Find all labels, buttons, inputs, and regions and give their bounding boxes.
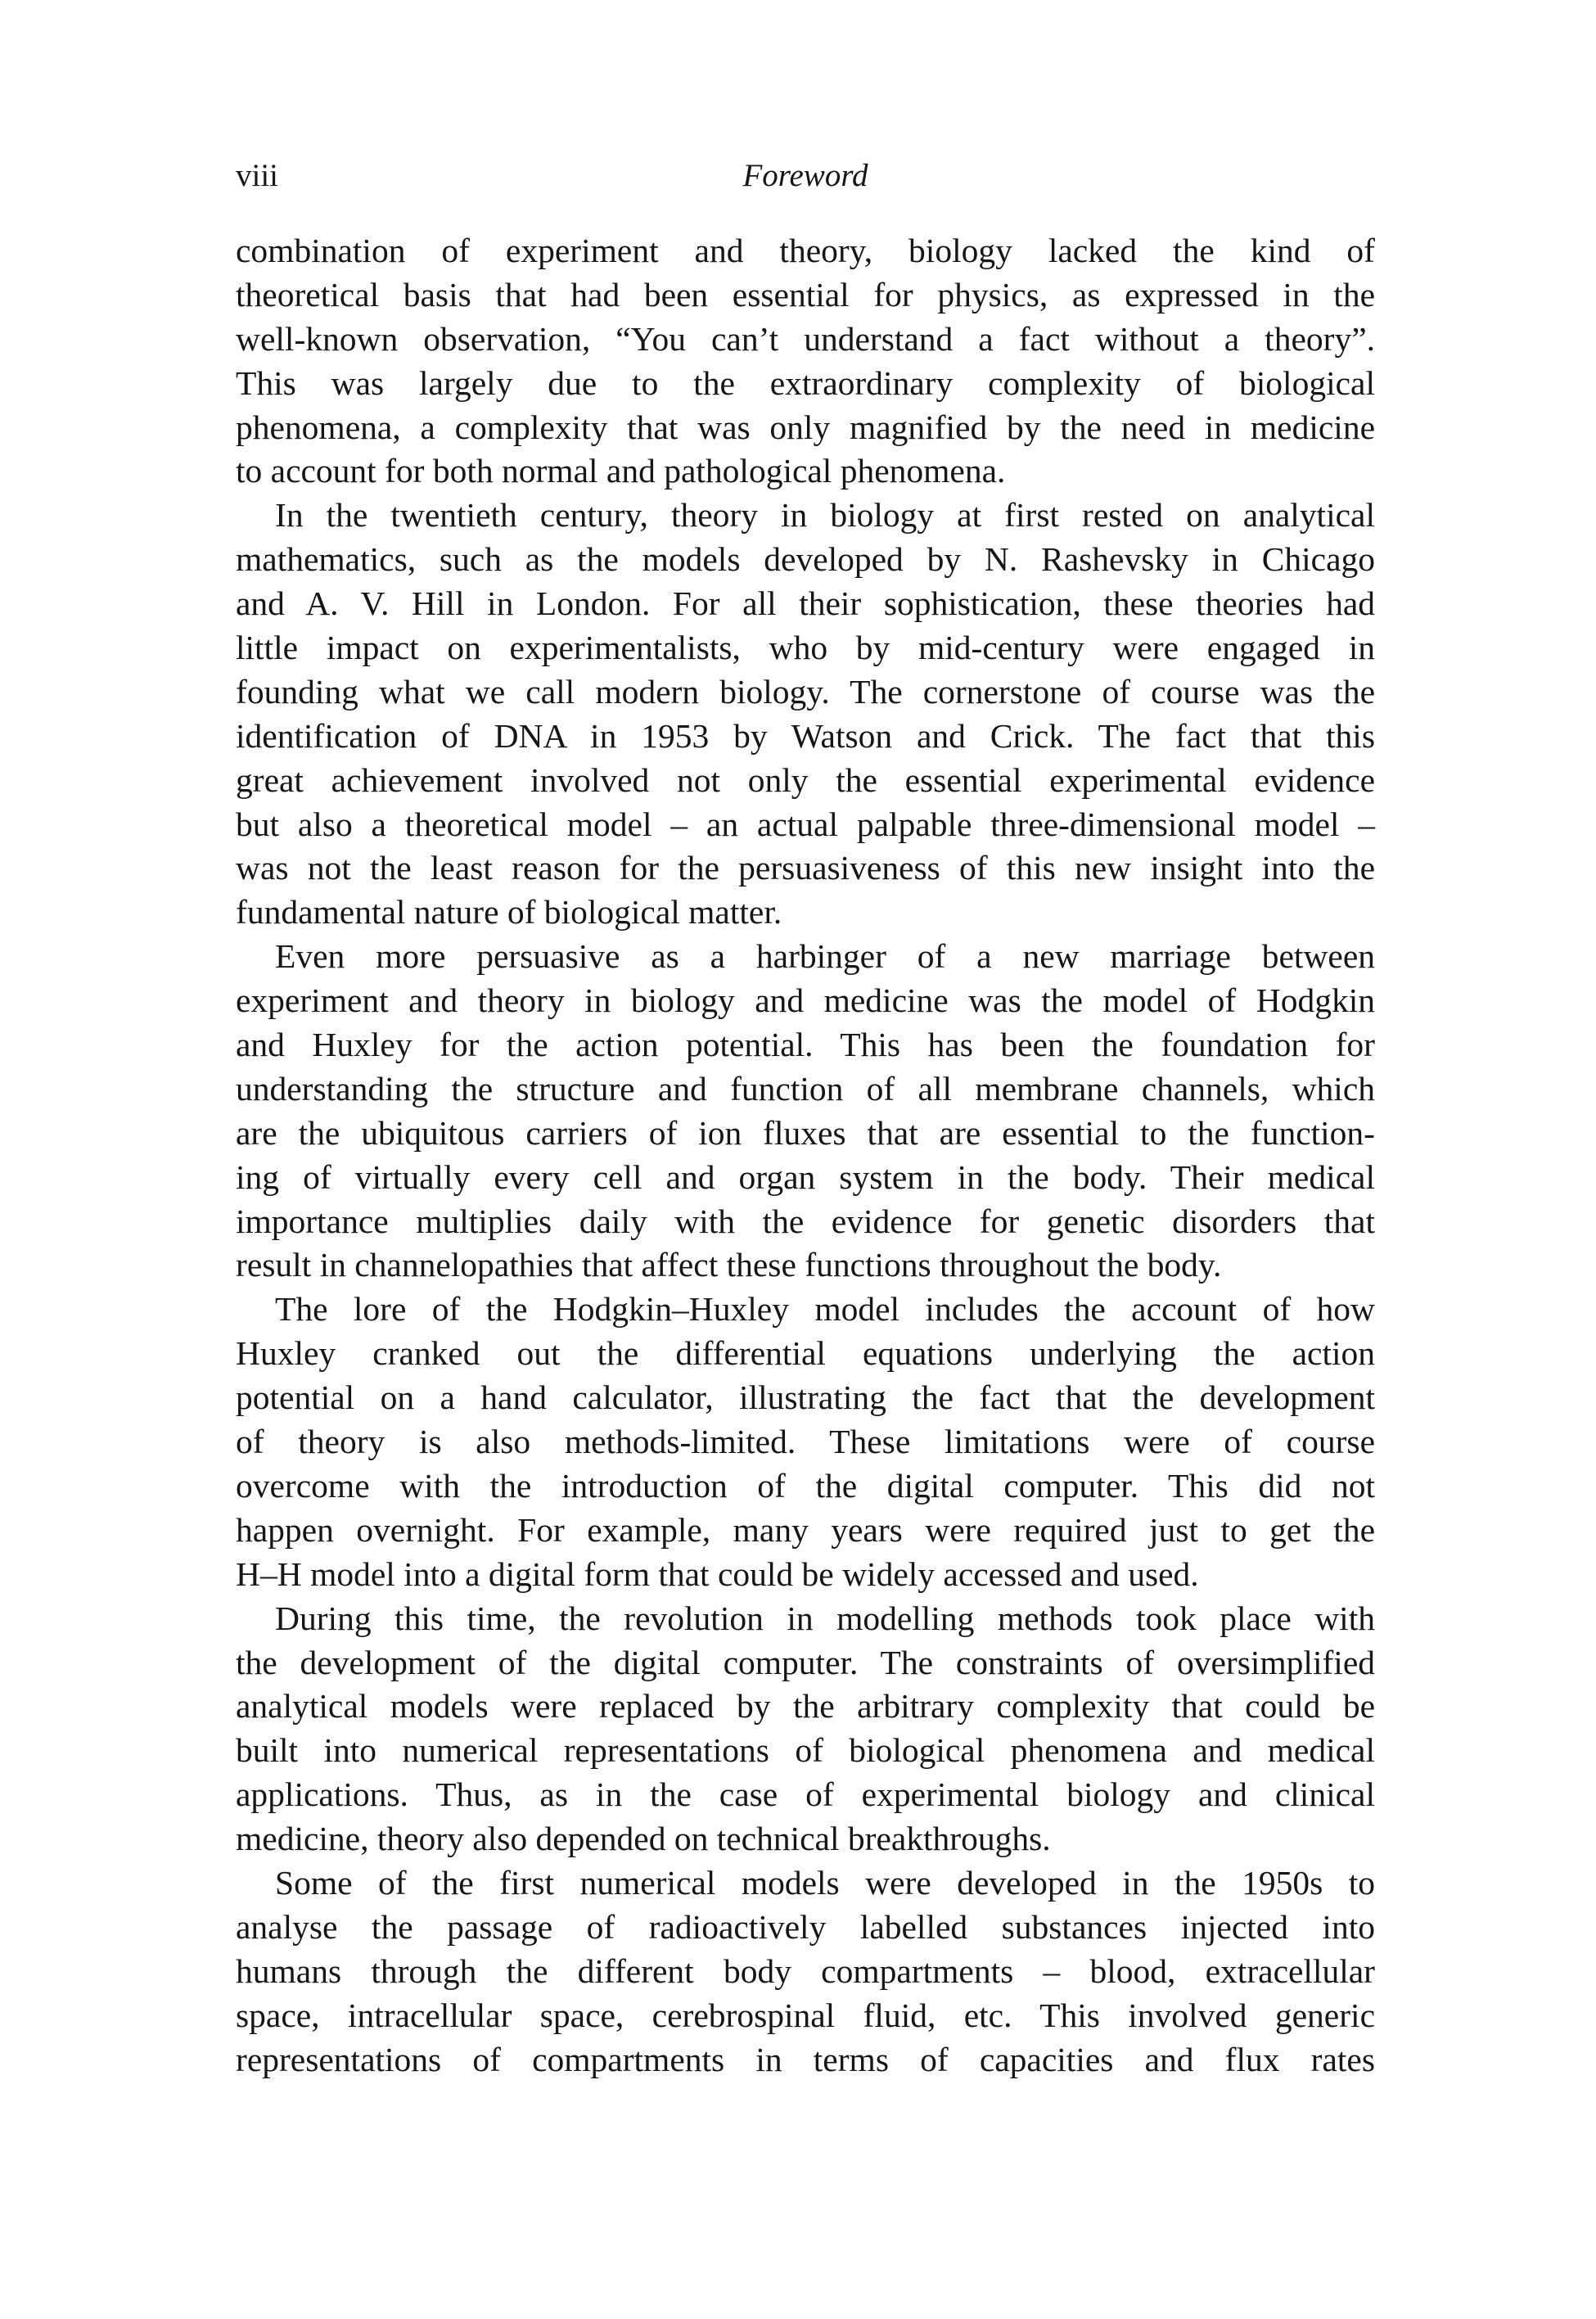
text-line: theoretical basis that had been essential for physics, as expressed in the [236, 275, 1375, 314]
text-line: happen overnight. For example, many years were required just to get the [236, 1510, 1375, 1549]
paragraph [236, 494, 1375, 935]
text-line: combination of experiment and theory, biology lacked the kind of [236, 232, 1375, 269]
paragraph [236, 1597, 1375, 1861]
text-line: are the ubiquitous carriers of ion fluxes that are essential to the function- [236, 1113, 1375, 1152]
text-line: little impact on experimentalists, who by mid-century were engaged in [236, 629, 1375, 667]
paragraph [236, 229, 1375, 494]
text-line: H–H model into a digital form that could be widely accessed and used. [236, 1554, 1199, 1593]
text-line: phenomena, a complexity that was only magnified by the need in medicine [236, 408, 1375, 446]
text-line: of theory is also methods-limited. These limitations were of course [236, 1423, 1375, 1461]
text-line: fundamental nature of biological matter. [236, 893, 782, 932]
text-line: built into numerical representations of biological phenomena and medical [236, 1731, 1375, 1770]
text-line: Some of the first numerical models were developed in the 1950s to [275, 1863, 1375, 1902]
body-text [236, 229, 1375, 2082]
text-line: This was largely due to the extraordinary complexity of biological [236, 363, 1375, 402]
text-line: In the twentieth century, theory in biology at first rested on analytical [275, 496, 1375, 535]
text-line: overcome with the introduction of the digital computer. This did not [236, 1466, 1375, 1505]
text-line: Even more persuasive as a harbinger of a new marriage between [275, 937, 1375, 976]
text-line: well-known observation, “You can’t understand a fact without a theory”. [236, 319, 1375, 358]
text-line: During this time, the revolution in modelling methods took place with [275, 1599, 1375, 1637]
text-line: was not the least reason for the persuasiveness of this new insight into the [236, 849, 1375, 887]
text-line: result in channelopathies that affect these functions throughout the body. [236, 1246, 1222, 1284]
text-line: importance multiplies daily with the evidence for genetic disorders that [236, 1202, 1375, 1240]
text-line: identification of DNA in 1953 by Watson and Crick. The fact that this [236, 716, 1375, 755]
text-line: representations of compartments in terms of capacities and flux rates [236, 2040, 1375, 2078]
text-line: medicine, theory also depended on technical breakthroughs. [236, 1820, 1051, 1858]
text-line: but also a theoretical model – an actual palpable three-dimensional model – [236, 805, 1375, 843]
text-line: potential on a hand calculator, illustrating the fact that the development [236, 1378, 1375, 1417]
paragraph [236, 935, 1375, 1288]
text-line: founding what we call modern biology. The cornerstone of course was the [236, 672, 1375, 711]
text-line: to account for both normal and pathological phenomena. [236, 452, 1006, 490]
text-line: great achievement involved not only the essential experimental evidence [236, 760, 1375, 799]
text-line: analyse the passage of radioactively labelled substances injected into [236, 1907, 1375, 1946]
text-line: humans through the different body compartments – blood, extracellular [236, 1951, 1375, 1990]
text-line: and Huxley for the action potential. This has been the foundation for [236, 1026, 1375, 1064]
paragraph [236, 1861, 1375, 2082]
text-line: understanding the structure and function of all membrane channels, which [236, 1069, 1375, 1108]
page-number: viii [236, 158, 279, 193]
text-line: mathematics, such as the models developed by N. Rashevsky in Chicago [236, 540, 1375, 579]
text-line: and A. V. Hill in London. For all their sophistication, these theories had [236, 584, 1375, 623]
running-title: Foreword [742, 158, 868, 193]
text-line: analytical models were replaced by the arbitrary complexity that could be [236, 1687, 1375, 1726]
text-line: applications. Thus, as in the case of experimental biology and clinical [236, 1775, 1375, 1814]
page-header [236, 156, 1375, 196]
text-line: ing of virtually every cell and organ system in the body. Their medical [236, 1157, 1375, 1196]
text-line: The lore of the Hodgkin–Huxley model includes the account of how [275, 1290, 1375, 1329]
text-line: experiment and theory in biology and medicine was the model of Hodgkin [236, 981, 1375, 1020]
text-line: the development of the digital computer. The constraints of oversimplified [236, 1643, 1375, 1681]
text-line: Huxley cranked out the differential equations underlying the action [236, 1334, 1375, 1373]
text-line: space, intracellular space, cerebrospinal fluid, etc. This involved generic [236, 1996, 1375, 2034]
paragraph [236, 1288, 1375, 1596]
